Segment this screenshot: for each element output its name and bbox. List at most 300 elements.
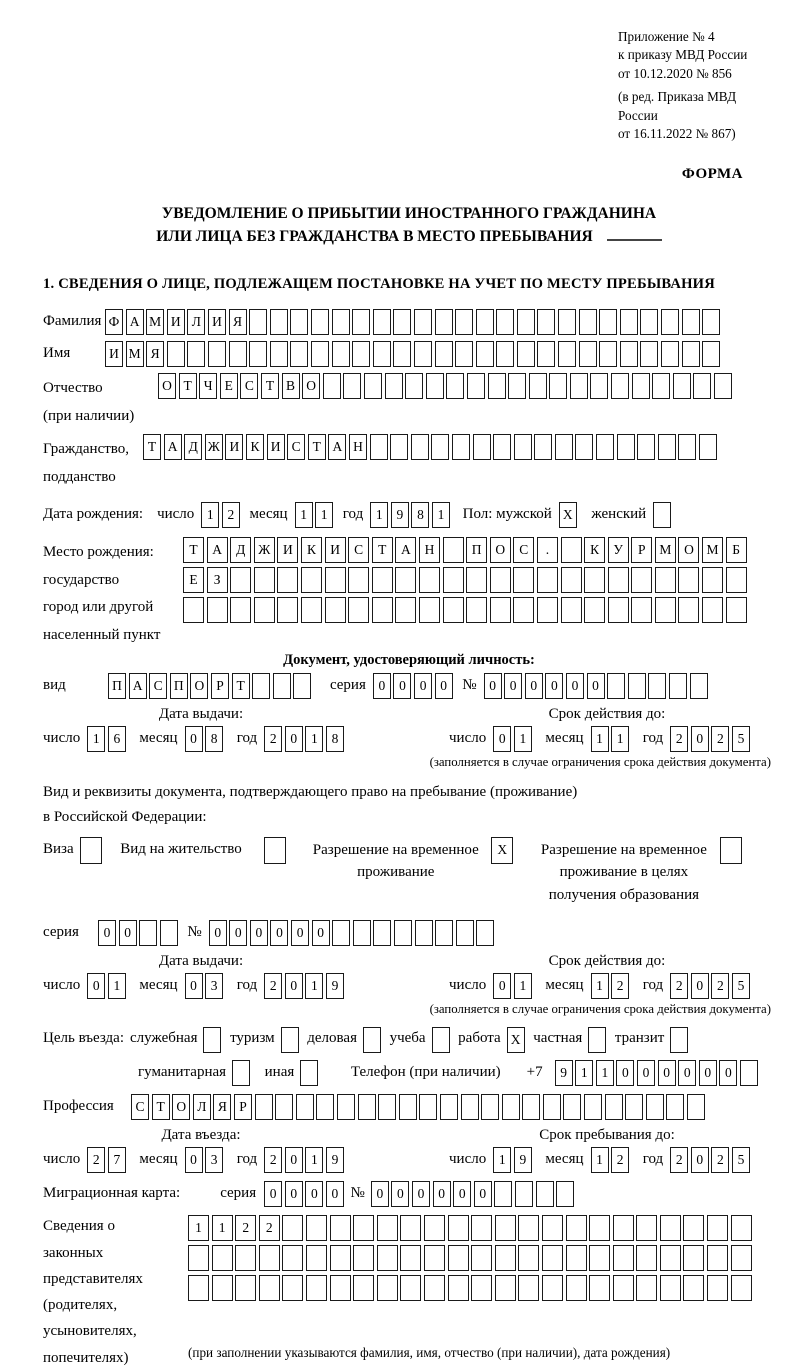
char-cell[interactable] — [448, 1215, 469, 1241]
char-cell[interactable]: 0 — [616, 1060, 634, 1086]
char-cell[interactable] — [373, 309, 391, 335]
char-cell[interactable]: М — [655, 537, 676, 563]
char-cell[interactable] — [589, 1215, 610, 1241]
char-cell[interactable] — [481, 1094, 499, 1120]
char-cell[interactable] — [400, 1245, 421, 1271]
char-cell[interactable] — [208, 341, 226, 367]
char-cell[interactable]: Ж — [254, 537, 275, 563]
char-cell[interactable] — [448, 1275, 469, 1301]
char-cell[interactable]: 1 — [305, 726, 323, 752]
char-cell[interactable] — [212, 1245, 233, 1271]
char-cell[interactable] — [443, 597, 464, 623]
char-cell[interactable] — [411, 434, 429, 460]
char-cell[interactable]: X — [491, 837, 513, 864]
char-cell[interactable]: X — [559, 502, 577, 528]
char-cell[interactable] — [372, 567, 393, 593]
char-cell[interactable] — [358, 1094, 376, 1120]
char-cell[interactable]: Д — [184, 434, 202, 460]
char-cell[interactable]: Л — [187, 309, 205, 335]
char-cell[interactable] — [683, 1245, 704, 1271]
char-cell[interactable] — [702, 597, 723, 623]
char-cell[interactable]: 8 — [326, 726, 344, 752]
char-cell[interactable]: С — [240, 373, 258, 399]
char-cell[interactable] — [561, 597, 582, 623]
char-cell[interactable] — [415, 920, 433, 946]
char-cell[interactable] — [232, 1060, 250, 1086]
char-cell[interactable] — [332, 341, 350, 367]
char-cell[interactable]: 0 — [435, 673, 453, 699]
char-cell[interactable] — [707, 1245, 728, 1271]
char-cell[interactable]: 2 — [259, 1215, 280, 1241]
char-cell[interactable] — [495, 1275, 516, 1301]
char-cell[interactable]: Б — [726, 537, 747, 563]
char-cell[interactable] — [476, 309, 494, 335]
char-cell[interactable] — [235, 1275, 256, 1301]
char-cell[interactable] — [476, 341, 494, 367]
char-cell[interactable] — [490, 567, 511, 593]
char-cell[interactable] — [678, 567, 699, 593]
char-cell[interactable] — [542, 1245, 563, 1271]
char-cell[interactable] — [653, 502, 671, 528]
char-cell[interactable] — [561, 567, 582, 593]
char-cell[interactable] — [514, 434, 532, 460]
char-cell[interactable]: 0 — [414, 673, 432, 699]
char-cell[interactable]: 7 — [108, 1147, 126, 1173]
char-cell[interactable] — [249, 309, 267, 335]
char-cell[interactable] — [207, 597, 228, 623]
char-cell[interactable] — [542, 1275, 563, 1301]
char-cell[interactable] — [372, 597, 393, 623]
char-cell[interactable] — [282, 1275, 303, 1301]
char-cell[interactable] — [522, 1094, 540, 1120]
char-cell[interactable]: 9 — [391, 502, 409, 528]
char-cell[interactable] — [80, 837, 102, 864]
char-cell[interactable] — [343, 373, 361, 399]
char-cell[interactable]: Я — [229, 309, 247, 335]
char-cell[interactable]: О — [678, 537, 699, 563]
char-cell[interactable] — [660, 1245, 681, 1271]
char-cell[interactable] — [282, 1245, 303, 1271]
char-cell[interactable]: И — [267, 434, 285, 460]
char-cell[interactable]: И — [167, 309, 185, 335]
char-cell[interactable]: К — [246, 434, 264, 460]
char-cell[interactable]: Д — [230, 537, 251, 563]
char-cell[interactable] — [655, 597, 676, 623]
char-cell[interactable] — [566, 1245, 587, 1271]
char-cell[interactable] — [549, 373, 567, 399]
char-cell[interactable]: 0 — [291, 920, 309, 946]
char-cell[interactable]: О — [490, 537, 511, 563]
char-cell[interactable] — [448, 1245, 469, 1271]
char-cell[interactable]: 1 — [315, 502, 333, 528]
char-cell[interactable] — [471, 1245, 492, 1271]
char-cell[interactable] — [678, 434, 696, 460]
char-cell[interactable]: П — [466, 537, 487, 563]
char-cell[interactable] — [566, 1275, 587, 1301]
char-cell[interactable]: 2 — [670, 973, 688, 999]
char-cell[interactable] — [496, 341, 514, 367]
char-cell[interactable] — [426, 373, 444, 399]
char-cell[interactable] — [631, 567, 652, 593]
char-cell[interactable] — [682, 309, 700, 335]
char-cell[interactable] — [699, 434, 717, 460]
char-cell[interactable]: 9 — [514, 1147, 532, 1173]
char-cell[interactable]: 0 — [285, 726, 303, 752]
char-cell[interactable] — [632, 373, 650, 399]
char-cell[interactable]: Н — [349, 434, 367, 460]
char-cell[interactable] — [513, 597, 534, 623]
char-cell[interactable] — [608, 567, 629, 593]
char-cell[interactable] — [188, 1275, 209, 1301]
char-cell[interactable] — [471, 1215, 492, 1241]
char-cell[interactable] — [599, 341, 617, 367]
char-cell[interactable] — [270, 309, 288, 335]
char-cell[interactable] — [419, 597, 440, 623]
char-cell[interactable] — [435, 309, 453, 335]
char-cell[interactable] — [348, 567, 369, 593]
char-cell[interactable] — [264, 837, 286, 864]
char-cell[interactable]: 0 — [719, 1060, 737, 1086]
char-cell[interactable] — [471, 1275, 492, 1301]
char-cell[interactable] — [607, 673, 625, 699]
char-cell[interactable]: С — [131, 1094, 149, 1120]
char-cell[interactable] — [203, 1027, 221, 1053]
char-cell[interactable]: А — [207, 537, 228, 563]
char-cell[interactable]: 0 — [305, 1181, 323, 1207]
char-cell[interactable]: Т — [183, 537, 204, 563]
char-cell[interactable] — [370, 434, 388, 460]
char-cell[interactable]: 0 — [433, 1181, 451, 1207]
char-cell[interactable] — [377, 1245, 398, 1271]
char-cell[interactable]: И — [325, 537, 346, 563]
char-cell[interactable] — [590, 373, 608, 399]
char-cell[interactable] — [443, 537, 464, 563]
char-cell[interactable] — [293, 673, 311, 699]
char-cell[interactable]: М — [702, 537, 723, 563]
char-cell[interactable] — [446, 373, 464, 399]
char-cell[interactable] — [456, 920, 474, 946]
char-cell[interactable] — [502, 1094, 520, 1120]
char-cell[interactable] — [311, 309, 329, 335]
char-cell[interactable] — [259, 1275, 280, 1301]
char-cell[interactable] — [702, 341, 720, 367]
char-cell[interactable] — [435, 920, 453, 946]
char-cell[interactable] — [584, 1094, 602, 1120]
char-cell[interactable] — [690, 673, 708, 699]
char-cell[interactable] — [495, 1245, 516, 1271]
char-cell[interactable] — [473, 434, 491, 460]
char-cell[interactable]: А — [395, 537, 416, 563]
char-cell[interactable]: 0 — [699, 1060, 717, 1086]
char-cell[interactable] — [648, 673, 666, 699]
char-cell[interactable] — [566, 1215, 587, 1241]
char-cell[interactable] — [707, 1275, 728, 1301]
char-cell[interactable]: 0 — [87, 973, 105, 999]
char-cell[interactable] — [252, 673, 270, 699]
char-cell[interactable]: 1 — [596, 1060, 614, 1086]
char-cell[interactable] — [363, 1027, 381, 1053]
char-cell[interactable] — [399, 1094, 417, 1120]
char-cell[interactable]: М — [146, 309, 164, 335]
char-cell[interactable]: 0 — [285, 973, 303, 999]
char-cell[interactable]: 0 — [264, 1181, 282, 1207]
char-cell[interactable] — [611, 373, 629, 399]
char-cell[interactable]: Т — [372, 537, 393, 563]
char-cell[interactable]: 1 — [432, 502, 450, 528]
char-cell[interactable] — [589, 1275, 610, 1301]
char-cell[interactable] — [670, 1027, 688, 1053]
char-cell[interactable]: 1 — [305, 1147, 323, 1173]
char-cell[interactable] — [661, 341, 679, 367]
char-cell[interactable] — [570, 373, 588, 399]
char-cell[interactable]: Я — [213, 1094, 231, 1120]
char-cell[interactable] — [414, 341, 432, 367]
char-cell[interactable]: 0 — [493, 726, 511, 752]
char-cell[interactable] — [542, 1215, 563, 1241]
char-cell[interactable] — [325, 567, 346, 593]
char-cell[interactable] — [235, 1245, 256, 1271]
char-cell[interactable] — [139, 920, 157, 946]
char-cell[interactable] — [517, 341, 535, 367]
char-cell[interactable] — [306, 1245, 327, 1271]
char-cell[interactable] — [518, 1245, 539, 1271]
char-cell[interactable] — [311, 341, 329, 367]
char-cell[interactable]: К — [584, 537, 605, 563]
char-cell[interactable]: Ч — [199, 373, 217, 399]
char-cell[interactable]: 1 — [591, 726, 609, 752]
char-cell[interactable] — [543, 1094, 561, 1120]
char-cell[interactable]: 0 — [373, 673, 391, 699]
char-cell[interactable]: П — [108, 673, 126, 699]
char-cell[interactable] — [306, 1275, 327, 1301]
char-cell[interactable] — [613, 1245, 634, 1271]
char-cell[interactable] — [666, 1094, 684, 1120]
char-cell[interactable] — [323, 373, 341, 399]
char-cell[interactable]: 1 — [514, 973, 532, 999]
char-cell[interactable]: М — [126, 341, 144, 367]
char-cell[interactable] — [726, 597, 747, 623]
char-cell[interactable] — [290, 341, 308, 367]
char-cell[interactable]: 0 — [587, 673, 605, 699]
char-cell[interactable] — [353, 1245, 374, 1271]
char-cell[interactable] — [513, 567, 534, 593]
char-cell[interactable] — [424, 1215, 445, 1241]
char-cell[interactable] — [537, 567, 558, 593]
char-cell[interactable] — [529, 373, 547, 399]
char-cell[interactable]: 1 — [493, 1147, 511, 1173]
char-cell[interactable] — [613, 1275, 634, 1301]
char-cell[interactable]: Т — [261, 373, 279, 399]
char-cell[interactable]: А — [129, 673, 147, 699]
char-cell[interactable] — [188, 1245, 209, 1271]
char-cell[interactable]: П — [170, 673, 188, 699]
char-cell[interactable]: 0 — [678, 1060, 696, 1086]
char-cell[interactable] — [352, 341, 370, 367]
char-cell[interactable]: З — [207, 567, 228, 593]
char-cell[interactable]: 0 — [474, 1181, 492, 1207]
char-cell[interactable]: 0 — [185, 1147, 203, 1173]
char-cell[interactable]: И — [208, 309, 226, 335]
char-cell[interactable] — [290, 309, 308, 335]
char-cell[interactable] — [517, 309, 535, 335]
char-cell[interactable]: 0 — [691, 726, 709, 752]
char-cell[interactable] — [353, 1275, 374, 1301]
char-cell[interactable] — [455, 341, 473, 367]
char-cell[interactable] — [419, 567, 440, 593]
char-cell[interactable] — [625, 1094, 643, 1120]
char-cell[interactable]: Р — [211, 673, 229, 699]
char-cell[interactable] — [731, 1275, 752, 1301]
char-cell[interactable]: С — [348, 537, 369, 563]
char-cell[interactable]: 6 — [108, 726, 126, 752]
char-cell[interactable] — [352, 309, 370, 335]
char-cell[interactable] — [702, 309, 720, 335]
char-cell[interactable]: 0 — [525, 673, 543, 699]
char-cell[interactable]: 1 — [591, 1147, 609, 1173]
char-cell[interactable] — [683, 1275, 704, 1301]
char-cell[interactable]: 1 — [201, 502, 219, 528]
char-cell[interactable] — [494, 1181, 512, 1207]
char-cell[interactable]: 0 — [250, 920, 268, 946]
char-cell[interactable]: В — [282, 373, 300, 399]
char-cell[interactable]: 2 — [711, 1147, 729, 1173]
char-cell[interactable]: 0 — [637, 1060, 655, 1086]
char-cell[interactable] — [495, 1215, 516, 1241]
char-cell[interactable] — [325, 597, 346, 623]
char-cell[interactable] — [424, 1275, 445, 1301]
char-cell[interactable]: О — [302, 373, 320, 399]
char-cell[interactable] — [534, 434, 552, 460]
char-cell[interactable] — [337, 1094, 355, 1120]
char-cell[interactable]: 1 — [212, 1215, 233, 1241]
char-cell[interactable] — [731, 1215, 752, 1241]
char-cell[interactable] — [301, 597, 322, 623]
char-cell[interactable] — [160, 920, 178, 946]
char-cell[interactable]: 1 — [575, 1060, 593, 1086]
char-cell[interactable]: 0 — [119, 920, 137, 946]
char-cell[interactable] — [655, 567, 676, 593]
char-cell[interactable] — [432, 1027, 450, 1053]
char-cell[interactable]: Т — [308, 434, 326, 460]
char-cell[interactable]: 1 — [87, 726, 105, 752]
char-cell[interactable] — [617, 434, 635, 460]
char-cell[interactable]: О — [190, 673, 208, 699]
char-cell[interactable] — [378, 1094, 396, 1120]
char-cell[interactable]: 9 — [326, 973, 344, 999]
char-cell[interactable]: Р — [234, 1094, 252, 1120]
char-cell[interactable] — [332, 309, 350, 335]
char-cell[interactable]: 2 — [264, 726, 282, 752]
char-cell[interactable]: А — [164, 434, 182, 460]
char-cell[interactable] — [167, 341, 185, 367]
char-cell[interactable] — [435, 341, 453, 367]
char-cell[interactable] — [555, 434, 573, 460]
char-cell[interactable] — [254, 567, 275, 593]
char-cell[interactable] — [377, 1275, 398, 1301]
char-cell[interactable] — [259, 1245, 280, 1271]
char-cell[interactable] — [353, 1215, 374, 1241]
char-cell[interactable] — [652, 373, 670, 399]
char-cell[interactable] — [275, 1094, 293, 1120]
char-cell[interactable]: У — [608, 537, 629, 563]
char-cell[interactable] — [301, 567, 322, 593]
char-cell[interactable]: О — [158, 373, 176, 399]
char-cell[interactable] — [658, 434, 676, 460]
char-cell[interactable]: 3 — [205, 973, 223, 999]
char-cell[interactable]: Т — [179, 373, 197, 399]
char-cell[interactable] — [584, 567, 605, 593]
char-cell[interactable] — [673, 373, 691, 399]
char-cell[interactable]: Ф — [105, 309, 123, 335]
char-cell[interactable]: X — [507, 1027, 525, 1053]
char-cell[interactable] — [693, 373, 711, 399]
char-cell[interactable] — [332, 920, 350, 946]
char-cell[interactable] — [508, 373, 526, 399]
char-cell[interactable]: С — [149, 673, 167, 699]
char-cell[interactable] — [424, 1245, 445, 1271]
char-cell[interactable]: 5 — [732, 973, 750, 999]
char-cell[interactable]: 2 — [222, 502, 240, 528]
char-cell[interactable] — [731, 1245, 752, 1271]
char-cell[interactable] — [613, 1215, 634, 1241]
char-cell[interactable] — [636, 1275, 657, 1301]
char-cell[interactable] — [563, 1094, 581, 1120]
char-cell[interactable] — [702, 567, 723, 593]
char-cell[interactable]: 5 — [732, 1147, 750, 1173]
char-cell[interactable] — [281, 1027, 299, 1053]
char-cell[interactable]: 2 — [264, 1147, 282, 1173]
char-cell[interactable]: 1 — [108, 973, 126, 999]
char-cell[interactable] — [537, 309, 555, 335]
char-cell[interactable] — [575, 434, 593, 460]
char-cell[interactable]: С — [287, 434, 305, 460]
char-cell[interactable]: К — [301, 537, 322, 563]
char-cell[interactable]: 0 — [285, 1181, 303, 1207]
char-cell[interactable]: Р — [631, 537, 652, 563]
char-cell[interactable]: С — [513, 537, 534, 563]
char-cell[interactable] — [273, 673, 291, 699]
char-cell[interactable] — [683, 1215, 704, 1241]
char-cell[interactable] — [661, 309, 679, 335]
char-cell[interactable] — [584, 597, 605, 623]
char-cell[interactable] — [518, 1215, 539, 1241]
char-cell[interactable] — [605, 1094, 623, 1120]
char-cell[interactable] — [678, 597, 699, 623]
char-cell[interactable] — [348, 597, 369, 623]
char-cell[interactable]: 0 — [312, 920, 330, 946]
char-cell[interactable] — [556, 1181, 574, 1207]
char-cell[interactable]: 0 — [98, 920, 116, 946]
char-cell[interactable] — [443, 567, 464, 593]
char-cell[interactable] — [660, 1275, 681, 1301]
char-cell[interactable] — [682, 341, 700, 367]
char-cell[interactable] — [377, 1215, 398, 1241]
char-cell[interactable] — [536, 1181, 554, 1207]
char-cell[interactable] — [620, 341, 638, 367]
char-cell[interactable]: 2 — [611, 1147, 629, 1173]
char-cell[interactable]: 5 — [732, 726, 750, 752]
char-cell[interactable]: 0 — [229, 920, 247, 946]
char-cell[interactable]: 0 — [185, 973, 203, 999]
char-cell[interactable]: 0 — [270, 920, 288, 946]
char-cell[interactable] — [467, 373, 485, 399]
char-cell[interactable] — [488, 373, 506, 399]
char-cell[interactable] — [277, 597, 298, 623]
char-cell[interactable]: Т — [232, 673, 250, 699]
char-cell[interactable] — [579, 341, 597, 367]
char-cell[interactable] — [707, 1215, 728, 1241]
char-cell[interactable]: 1 — [305, 973, 323, 999]
